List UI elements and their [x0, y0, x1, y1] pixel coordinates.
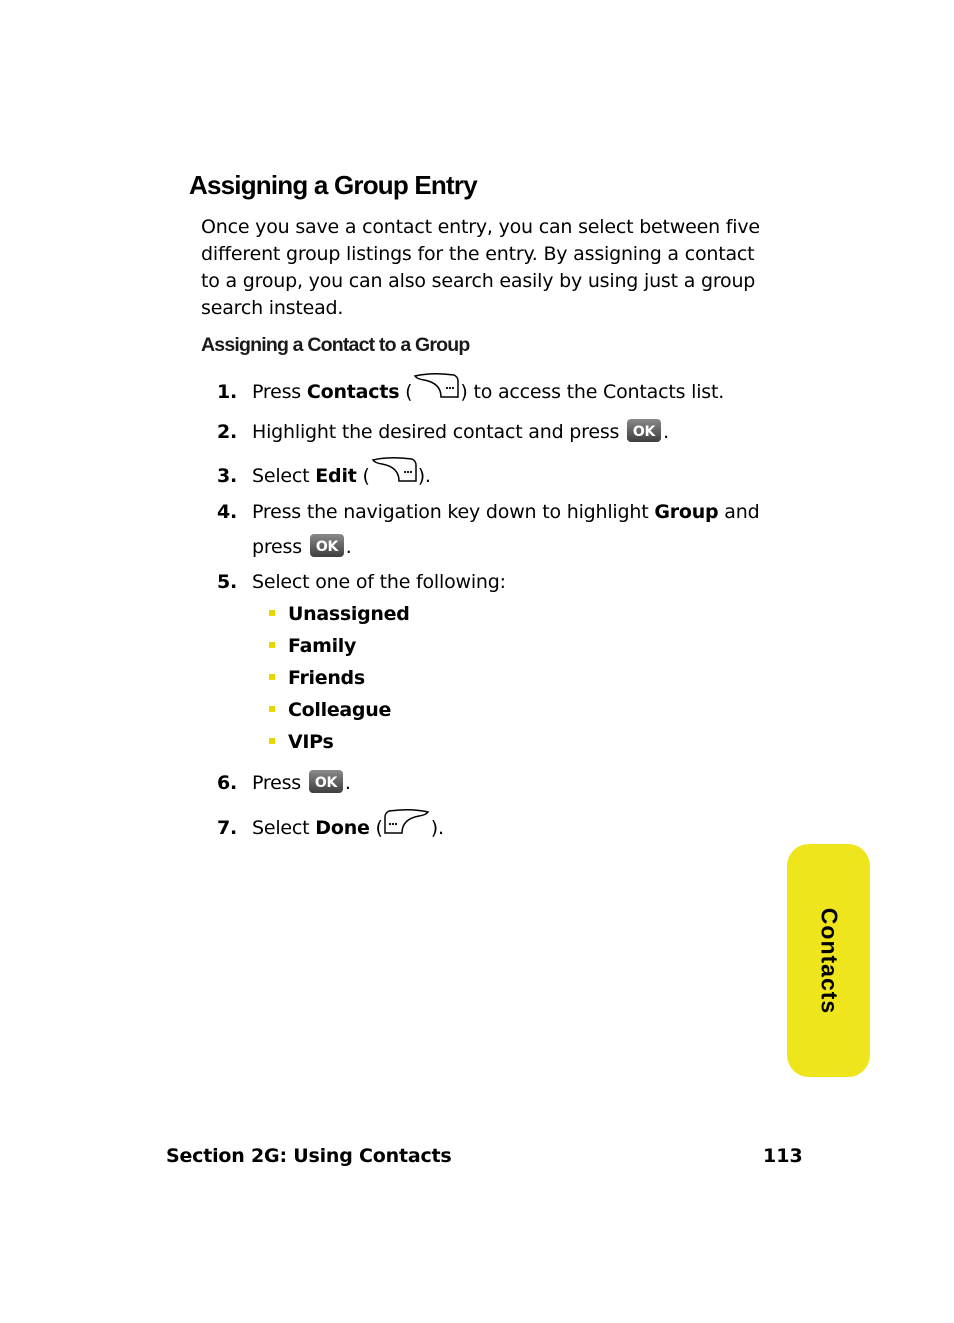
svg-text:OK: OK [315, 539, 338, 555]
step-text: Press [252, 381, 307, 403]
step-number: 5. [217, 571, 238, 593]
step-keyword: Done [315, 817, 370, 839]
bullet-icon [269, 706, 275, 712]
right-softkey-icon [412, 371, 460, 410]
option-label: Family [288, 635, 357, 657]
step-text: ) to access the Contacts list. [460, 381, 725, 403]
step-number: 2. [217, 421, 238, 443]
page-number: 113 [763, 1145, 803, 1167]
step-keyword: Group [654, 501, 719, 523]
page-title: Assigning a Group Entry [189, 170, 477, 200]
option-item [269, 663, 365, 693]
option-item [269, 599, 410, 629]
step-number: 3. [217, 465, 238, 487]
ok-key-icon [309, 770, 343, 793]
step-text: . [344, 772, 351, 794]
step-text: Press [252, 772, 307, 794]
step-number: 1. [217, 381, 238, 403]
side-tab-label: Contacts [816, 907, 842, 1014]
step-text: Select [252, 817, 316, 839]
ok-key-icon [627, 419, 661, 442]
step-4-continued [252, 530, 352, 564]
intro-paragraph: Once you save a contact entry, you can select between five different group listings for the entry. By assigning a contact to a group, you can also search easily by using just a group search instead. [201, 216, 760, 319]
step-text: ( [369, 817, 383, 839]
section-subheading: Assigning a Contact to a Group [201, 334, 470, 356]
step-number: 7. [217, 817, 238, 839]
right-softkey-icon [370, 455, 418, 494]
bullet-icon [269, 610, 275, 616]
step-keyword: Contacts [306, 381, 400, 403]
step-3 [217, 457, 431, 496]
step-7 [217, 809, 444, 848]
svg-text:OK: OK [632, 424, 656, 440]
step-text: . [663, 421, 669, 443]
step-text: Select one of the following: [252, 571, 506, 593]
option-item [269, 631, 356, 661]
option-label: VIPs [288, 731, 334, 753]
step-text: ). [430, 817, 444, 839]
section-side-tab [787, 844, 870, 1077]
ok-key-icon [310, 534, 344, 557]
step-text: ( [399, 381, 413, 403]
step-text: ( [356, 465, 370, 487]
step-text: ). [417, 465, 431, 487]
option-item [269, 727, 333, 757]
step-keyword: Edit [315, 465, 357, 487]
step-text: . [345, 536, 352, 558]
bullet-icon [269, 674, 275, 680]
left-softkey-icon [383, 807, 431, 846]
step-text: and [718, 501, 760, 523]
option-label: Colleague [288, 699, 392, 721]
step-text: Select [252, 465, 316, 487]
bullet-icon [269, 642, 275, 648]
option-label: Unassigned [288, 603, 410, 625]
step-number: 4. [217, 501, 238, 523]
step-4 [217, 495, 759, 529]
step-1 [217, 373, 724, 412]
step-5 [217, 565, 506, 599]
step-6 [217, 766, 351, 800]
option-item [269, 695, 391, 725]
footer-section-title: Section 2G: Using Contacts [166, 1145, 452, 1167]
step-number: 6. [217, 772, 238, 794]
step-text: Highlight the desired contact and press [252, 421, 626, 443]
svg-text:OK: OK [314, 775, 338, 791]
step-2 [217, 415, 669, 449]
option-label: Friends [288, 667, 365, 689]
step-text: Press the navigation key down to highlight [252, 501, 655, 523]
step-text: press [252, 536, 308, 558]
bullet-icon [269, 738, 275, 744]
